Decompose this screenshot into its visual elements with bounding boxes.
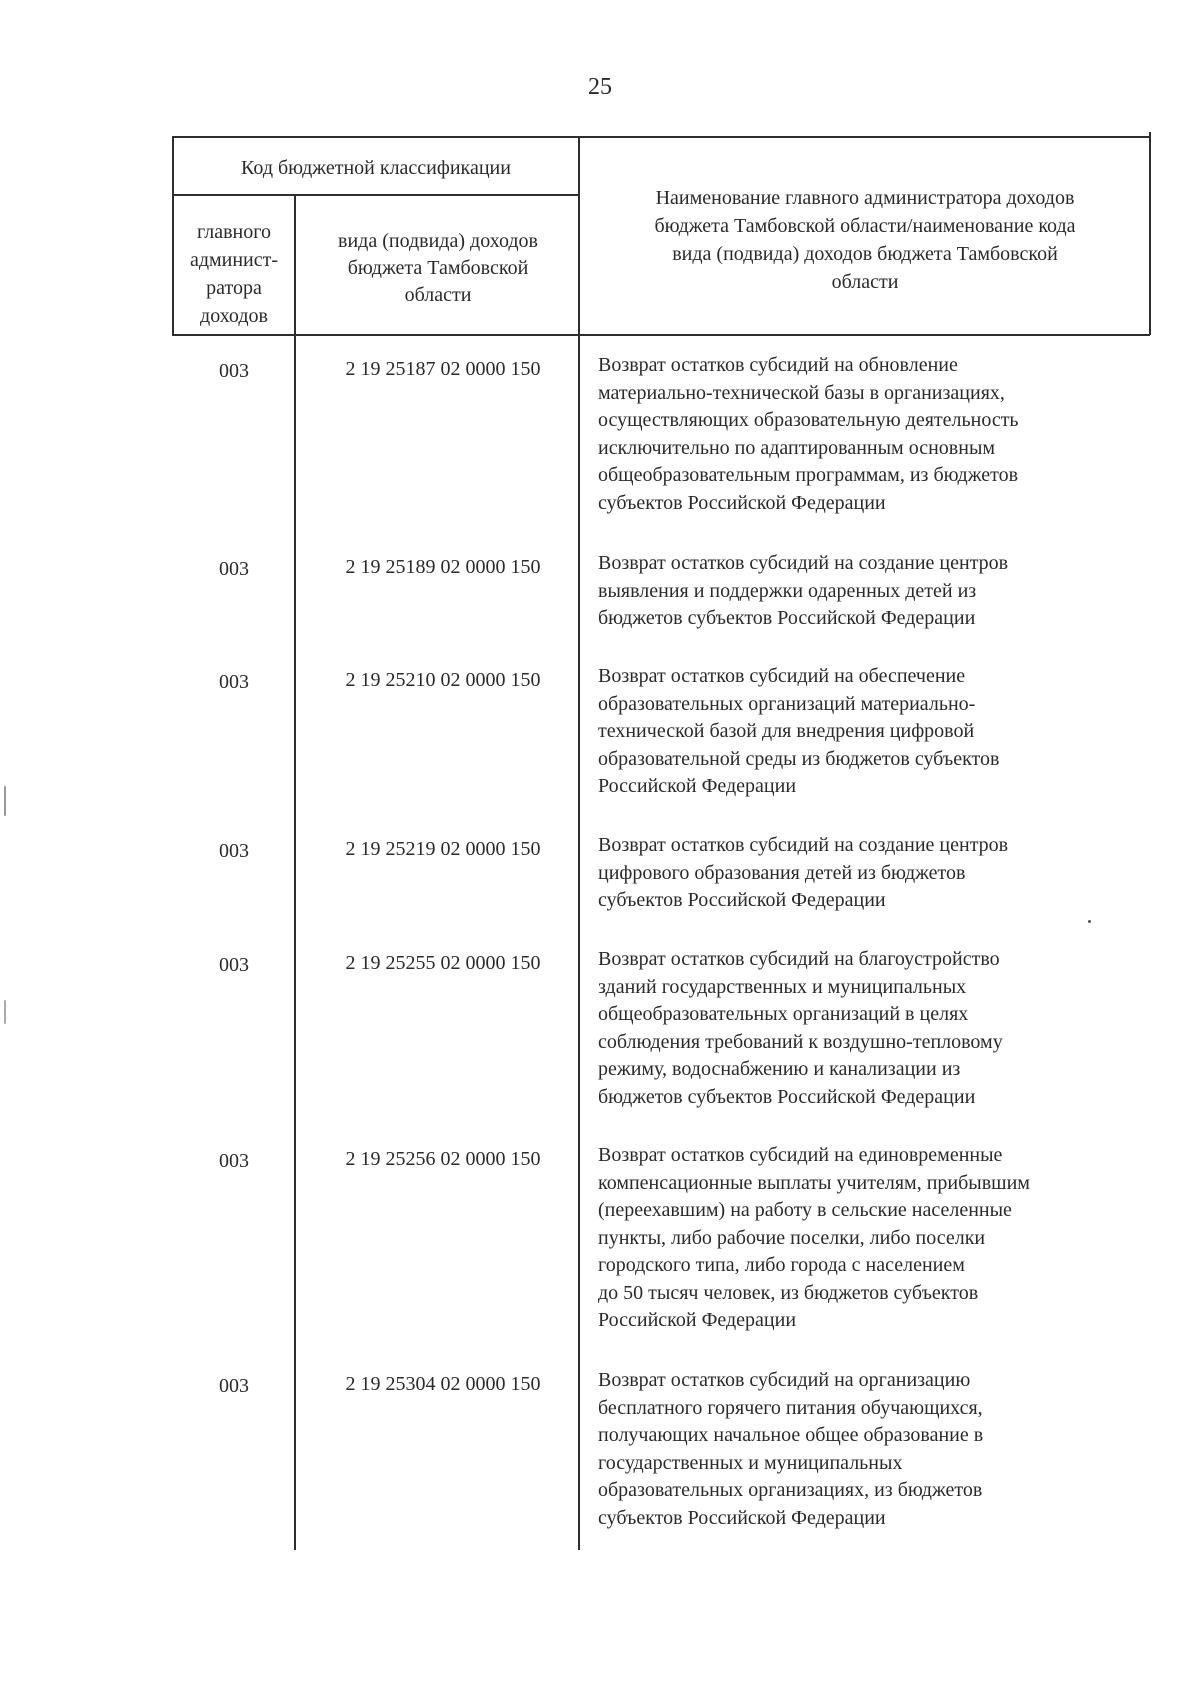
table-top-border	[172, 136, 1150, 138]
page-number: 25	[588, 74, 612, 100]
header-name-column: Наименование главного администратора доходов бюджета Тамбовской области/наименование кода вида (подвида) доходов бюджета Тамбовской области	[654, 187, 1076, 293]
column-divider-admin	[294, 194, 296, 335]
row-3-classification-code: 2 19 25210 02 0000 150	[345, 669, 541, 691]
row-1-admin-code: 003	[219, 360, 249, 382]
header-bottom-border	[172, 334, 1150, 336]
row-4-classification-code: 2 19 25219 02 0000 150	[345, 838, 541, 860]
row-5-classification-code: 2 19 25255 02 0000 150	[345, 952, 541, 974]
scan-speck	[1088, 920, 1091, 923]
header-group-label: Код бюджетной классификации	[241, 157, 511, 179]
scan-speck	[4, 786, 6, 816]
row-2-classification-code: 2 19 25189 02 0000 150	[345, 556, 541, 578]
row-4-admin-code: 003	[219, 840, 249, 862]
header-admin-column: главного админист- ратора доходов	[189, 221, 279, 327]
header-group-divider	[172, 194, 578, 196]
row-6-admin-code: 003	[219, 1150, 249, 1172]
row-5-name: Возврат остатков субсидий на благоустройство зданий государственных и муниципальных общеобразовательных организаций в целях соблюдения требований к воздушно-тепловому режиму, водоснабжению и канализации из бюджетов субъектов Российской Федерации	[598, 948, 1003, 1108]
row-2-name: Возврат остатков субсидий на создание центров выявления и поддержки одаренных детей из бюджетов субъектов Российской Федерации	[598, 552, 1009, 629]
row-7-admin-code: 003	[219, 1375, 249, 1397]
row-7-name: Возврат остатков субсидий на организацию бесплатного горячего питания обучающихся, получающих начальное общее образование в государственных и муниципальных образовательных организациях, из бюджетов субъектов Российской Федерации	[598, 1369, 984, 1529]
row-2-admin-code: 003	[219, 558, 249, 580]
row-1-name: Возврат остатков субсидий на обновление материально-технической базы в организациях, осуществляющих образовательную деятельность исключительно по адаптированным основным общеобразовательным программам, из бюджетов субъектов Российской Федерации	[598, 354, 1019, 514]
table-right-border	[1149, 132, 1151, 335]
header-code-column: вида (подвида) доходов бюджета Тамбовской области	[338, 230, 538, 306]
row-5-admin-code: 003	[219, 954, 249, 976]
row-7-classification-code: 2 19 25304 02 0000 150	[345, 1373, 541, 1395]
column-divider-admin-body	[294, 335, 296, 1550]
row-6-name: Возврат остатков субсидий на единовременные компенсационные выплаты учителям, прибывшим (переехавшим) на работу в сельские населенные пункты, либо рабочие поселки, либо поселки городского типа, либо города с населением до 50 тысяч человек, из бюджетов субъектов Российской Федерации	[598, 1144, 1030, 1331]
row-3-admin-code: 003	[219, 671, 249, 693]
row-4-name: Возврат остатков субсидий на создание центров цифрового образования детей из бюджетов субъектов Российской Федерации	[598, 834, 1009, 911]
row-1-classification-code: 2 19 25187 02 0000 150	[345, 358, 541, 380]
row-6-classification-code: 2 19 25256 02 0000 150	[345, 1148, 541, 1170]
scan-speck	[4, 1000, 6, 1024]
row-3-name: Возврат остатков субсидий на обеспечение образовательных организаций материально- технической базой для внедрения цифровой образовательной среды из бюджетов субъектов Российской Федерации	[598, 665, 1000, 797]
